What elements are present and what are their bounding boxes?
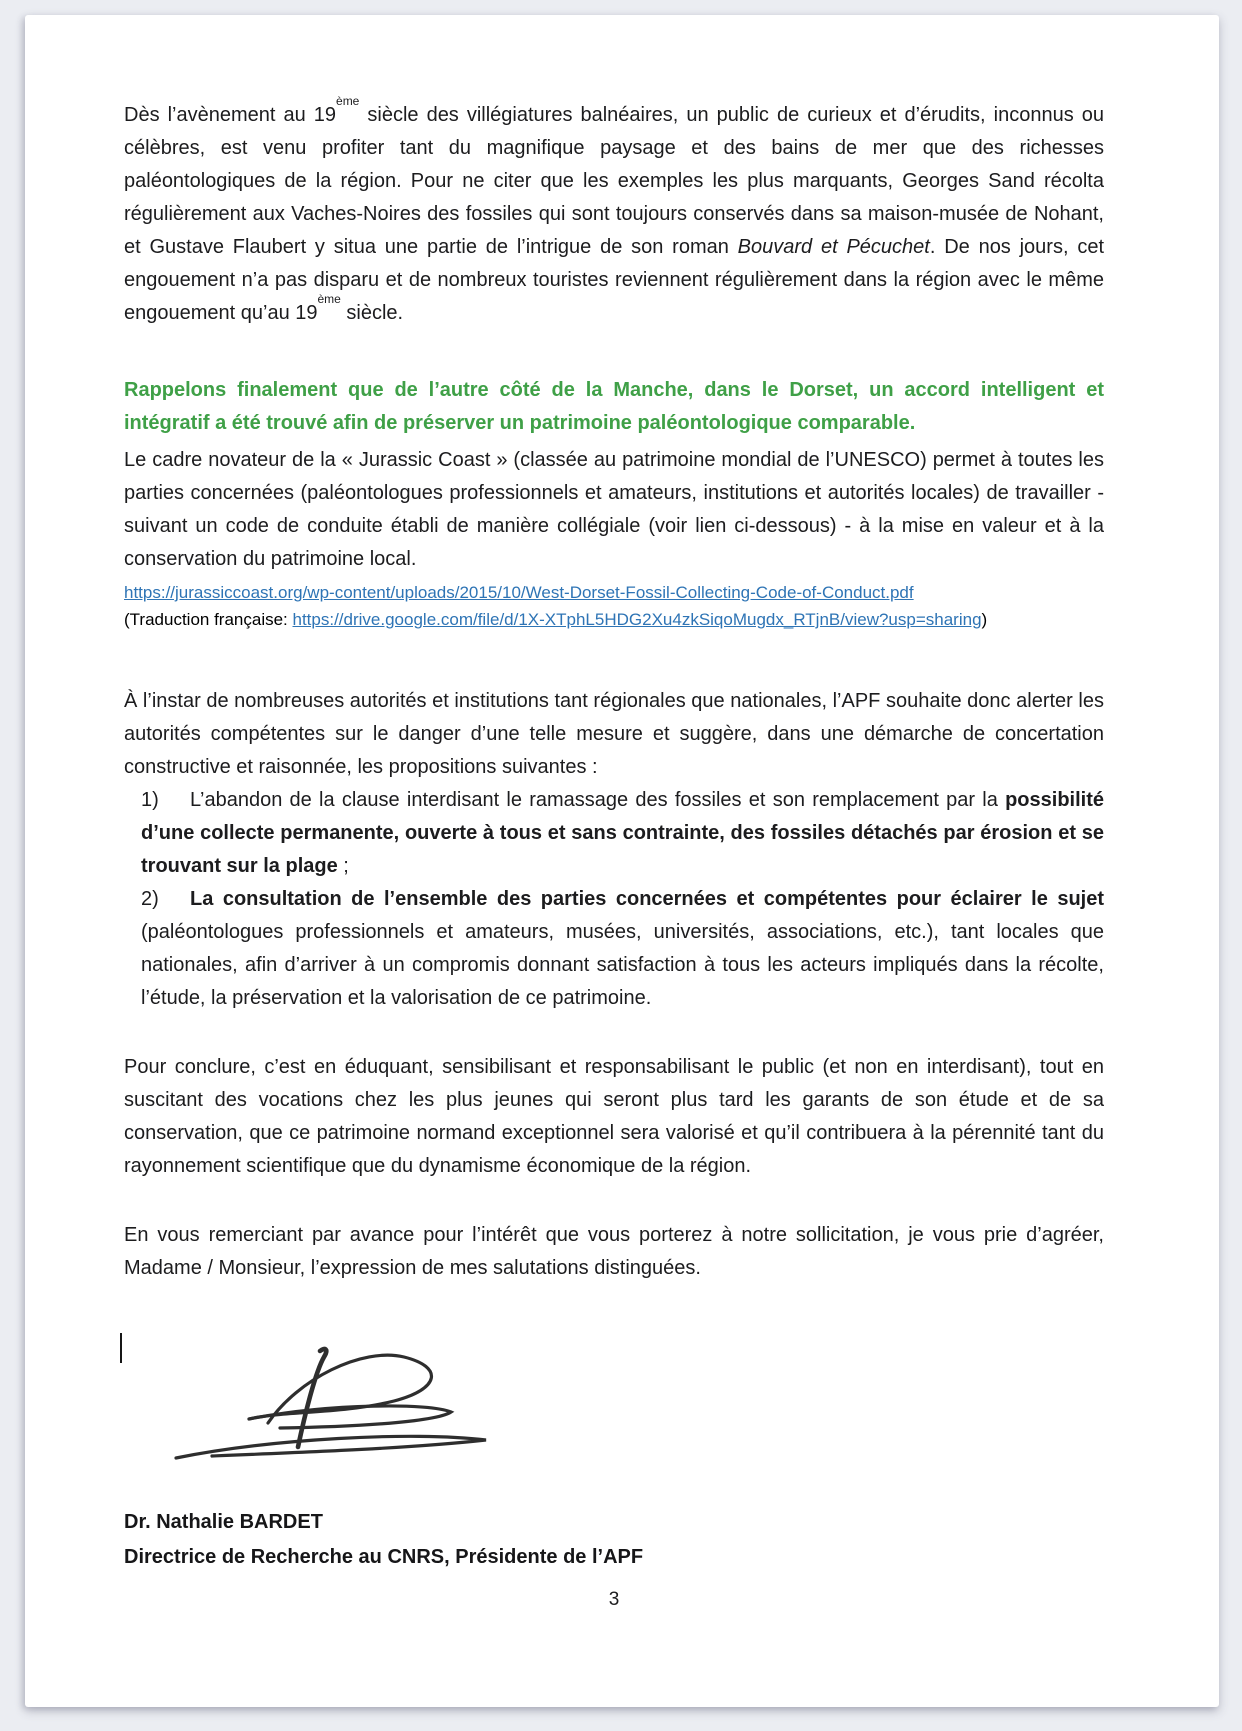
item2-normal-run: (paléontologues professionnels et amateurs, musées, universités, associations, etc.), tant locales que nationales, afin d’arriver à un compromis donnant satisfaction à tous les acteurs impliqués dans la récolte, l’étude, la préservation et la valorisation de ce patrimoine. <box>141 921 1104 1009</box>
proposition-item-2 <box>141 883 1104 1015</box>
reference-links <box>124 579 1104 633</box>
intro-run-4: siècle. <box>340 302 404 324</box>
green-highlight-statement: Rappelons finalement que de l’autre côté de la Manche, dans le Dorset, un accord intelligent et intégratif a été trouvé afin de préserver un patrimoine paléontologique comparable. <box>124 379 1104 434</box>
closing-salutation-paragraph: En vous remerciant par avance pour l’intérêt que vous porterez à notre sollicitation, je vous prie d’agréer, Madame / Monsieur, l’expression de mes salutations distinguées. <box>124 1224 1104 1279</box>
apf-alert-paragraph: À l’instar de nombreuses autorités et institutions tant régionales que nationales, l’APF souhaite donc alerter les autorités compétentes sur le danger d’une telle mesure et suggère, dans une démarche de concertation constructive et raisonnée, les propositions suivantes : <box>124 690 1104 778</box>
item-number: 1) <box>141 789 159 811</box>
item-number: 2) <box>141 888 159 910</box>
link-line-1 <box>124 579 1104 606</box>
item2-bold-run: La consultation de l’ensemble des parties concernées et compétentes pour éclairer le sujet <box>190 888 1104 910</box>
signature-svg <box>152 1345 502 1470</box>
ordinal-superscript: ème <box>336 94 360 109</box>
conclusion-paragraph: Pour conclure, c’est en éduquant, sensibilisant et responsabilisant le public (et non en interdisant), tout en suscitant des vocations chez les plus jeunes qui seront plus tard les garants de son étude et de sa conservation, que ce patrimoine normand exceptionnel sera valorisé et qu’il contribuera à la pérennité tant du rayonnement scientifique que du dynamisme économique de la région. <box>124 1056 1104 1177</box>
item1-normal-run: L’abandon de la clause interdisant le ramassage des fossiles et son remplacement par la <box>190 789 1006 811</box>
signatory-block <box>124 1505 1104 1575</box>
translation-link[interactable]: https://drive.google.com/file/d/1X-XTphL5HDG2Xu4zkSiqoMugdx_RTjnB/view?usp=sharing <box>292 610 982 629</box>
proposition-item-1 <box>141 784 1104 883</box>
book-title-italic: Bouvard et Pécuchet <box>737 236 930 258</box>
intro-paragraph <box>124 94 1104 330</box>
item1-tail: ; <box>337 855 349 877</box>
link-line-2 <box>124 606 1104 633</box>
translation-prefix: (Traduction française: <box>124 610 293 629</box>
page-number: 3 <box>608 1589 620 1610</box>
code-of-conduct-link[interactable]: https://jurassiccoast.org/wp-content/uploads/2015/10/West-Dorset-Fossil-Collecting-Code-of-Conduct.pdf <box>124 583 914 602</box>
translation-suffix: ) <box>981 610 988 629</box>
jurassic-coast-paragraph: Le cadre novateur de la « Jurassic Coast » (classée au patrimoine mondial de l’UNESCO) permet à toutes les parties concernées (paléontologues professionnels et amateurs, institutions et autorités locales) de travailler - suivant un code de conduite établi de manière collégiale (voir lien ci-dessous) - à la mise en valeur et à la conservation du patrimoine local. <box>124 449 1104 570</box>
cursor-artifact-mark <box>120 1333 122 1363</box>
item1-bold-run: possibilité d’une collecte permanente, ouverte à tous et sans contrainte, des fossiles détachés par érosion et se trouvant sur la plage <box>141 789 1104 877</box>
signatory-name: Dr. Nathalie BARDET <box>124 1511 323 1533</box>
ordinal-superscript: ème <box>317 292 341 307</box>
intro-run-1: Dès l’avènement au 19 <box>124 104 337 126</box>
intro-run-3: . De nos jours, cet engouement n’a pas disparu et de nombreux touristes reviennent régulièrement dans la région avec le même engouement qu’au 19 <box>124 236 1104 324</box>
intro-run-2: siècle des villégiatures balnéaires, un public de curieux et d’érudits, inconnus ou célèbres, est venu profiter tant du magnifique paysage et des bains de mer que des richesses paléontologiques de la région. Pour ne citer que les exemples les plus marquants, Georges Sand récolta régulièrement aux Vaches-Noires des fossiles qui sont toujours conservés dans sa maison-musée de Nohant, et Gustave Flaubert y situa une partie de l’intrigue de son roman <box>124 104 1104 258</box>
handwritten-signature-image <box>152 1345 1104 1463</box>
signatory-title: Directrice de Recherche au CNRS, Présidente de l’APF <box>124 1546 644 1568</box>
letter-page <box>25 15 1219 1707</box>
